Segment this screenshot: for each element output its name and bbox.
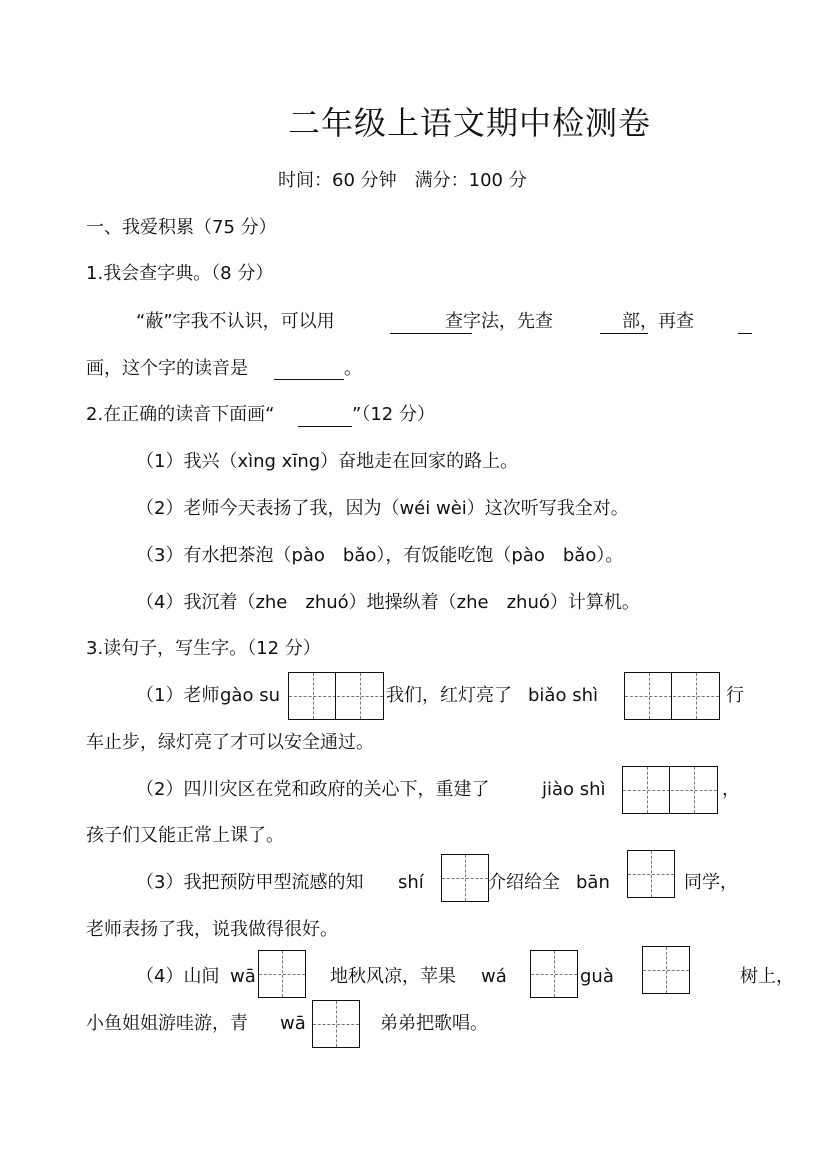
q3-s4-pinyin-3: guà bbox=[580, 966, 614, 987]
q1-text-a: “蔽”字我不认识，可以用 bbox=[136, 311, 335, 332]
q1-text-e: 。 bbox=[344, 358, 362, 379]
writing-grid-2[interactable] bbox=[624, 672, 720, 720]
q3-s4-pinyin-4: wā bbox=[280, 1013, 306, 1034]
exam-meta: 时间：60 分钟 满分：100 分 bbox=[278, 170, 527, 191]
q1-blank-strokes[interactable] bbox=[738, 315, 752, 334]
q3-s2-pinyin-1: jiào shì bbox=[542, 779, 606, 800]
q2-heading-a: 2.在正确的读音下面画“ bbox=[86, 404, 275, 425]
q3-s3-text-a: （3）我把预防甲型流感的知 bbox=[136, 872, 364, 893]
q3-s1-line2: 车止步，绿灯亮了才可以安全通过。 bbox=[86, 732, 374, 753]
writing-grid-1[interactable] bbox=[530, 950, 578, 998]
q2-heading-b: ”（12 分） bbox=[352, 404, 435, 425]
q3-s3-line2: 老师表扬了我，说我做得很好。 bbox=[86, 919, 338, 940]
q3-s1-pinyin-1: gào su bbox=[220, 685, 280, 706]
q3-s4-pinyin-1: wā bbox=[230, 966, 256, 987]
q2-heading-underline bbox=[298, 408, 352, 427]
writing-grid-1[interactable] bbox=[627, 850, 675, 898]
q1-heading: 1.我会查字典。（8 分） bbox=[86, 263, 274, 284]
q3-s3-text-b: 介绍给全 bbox=[488, 872, 560, 893]
page-title: 二年级上语文期中检测卷 bbox=[288, 104, 652, 142]
q3-s3-pinyin-1: shí bbox=[398, 872, 424, 893]
q3-heading: 3.读句子，写生字。（12 分） bbox=[86, 638, 321, 659]
q2-item: （1）我兴（xìng xīng）奋地走在回家的路上。 bbox=[136, 451, 519, 472]
writing-grid-2[interactable] bbox=[288, 672, 384, 720]
q2-item: （3）有水把茶泡（pào bǎo），有饭能吃饱（pào bǎo）。 bbox=[136, 545, 624, 566]
q3-s4-line2-b: 弟弟把歌唱。 bbox=[380, 1013, 488, 1034]
q2-item: （2）老师今天表扬了我，因为（wéi wèi）这次听写我全对。 bbox=[136, 498, 629, 519]
q3-s4-line2-a: 小鱼姐姐游哇游，青 bbox=[86, 1013, 248, 1034]
q3-s2-line2: 孩子们又能正常上课了。 bbox=[86, 825, 284, 846]
writing-grid-1[interactable] bbox=[258, 950, 306, 998]
q1-text-d: 画，这个字的读音是 bbox=[86, 358, 248, 379]
writing-grid-1[interactable] bbox=[312, 1000, 360, 1048]
writing-grid-1[interactable] bbox=[642, 946, 690, 994]
q3-s1-pinyin-2: biǎo shì bbox=[528, 685, 598, 706]
q3-s2-text-b: ， bbox=[722, 779, 740, 800]
q1-text-c: 部，再查 bbox=[622, 311, 694, 332]
q3-s3-text-c: 同学， bbox=[684, 872, 738, 893]
q3-s1-text-a: （1）老师 bbox=[136, 685, 220, 706]
q3-s4-text-c: 树上， bbox=[740, 966, 794, 987]
q3-s1-text-b: 我们，红灯亮了 bbox=[386, 685, 512, 706]
writing-grid-1[interactable] bbox=[441, 854, 489, 902]
q3-s4-text-a: （4）山间 bbox=[136, 966, 220, 987]
q3-s4-text-b: 地秋风凉，苹果 bbox=[330, 966, 456, 987]
q1-text-b: 查字法，先查 bbox=[445, 311, 553, 332]
q2-item: （4）我沉着（zhe zhuó）地操纵着（zhe zhuó）计算机。 bbox=[136, 592, 640, 613]
section-heading: 一、我爱积累（75 分） bbox=[86, 217, 277, 238]
q3-s3-pinyin-2: bān bbox=[576, 872, 610, 893]
writing-grid-2[interactable] bbox=[622, 766, 718, 814]
q3-s4-pinyin-2: wá bbox=[481, 966, 507, 987]
q1-blank-reading[interactable] bbox=[274, 361, 344, 380]
q3-s2-text-a: （2）四川灾区在党和政府的关心下，重建了 bbox=[136, 779, 490, 800]
q3-s1-text-c: 行 bbox=[726, 685, 744, 706]
